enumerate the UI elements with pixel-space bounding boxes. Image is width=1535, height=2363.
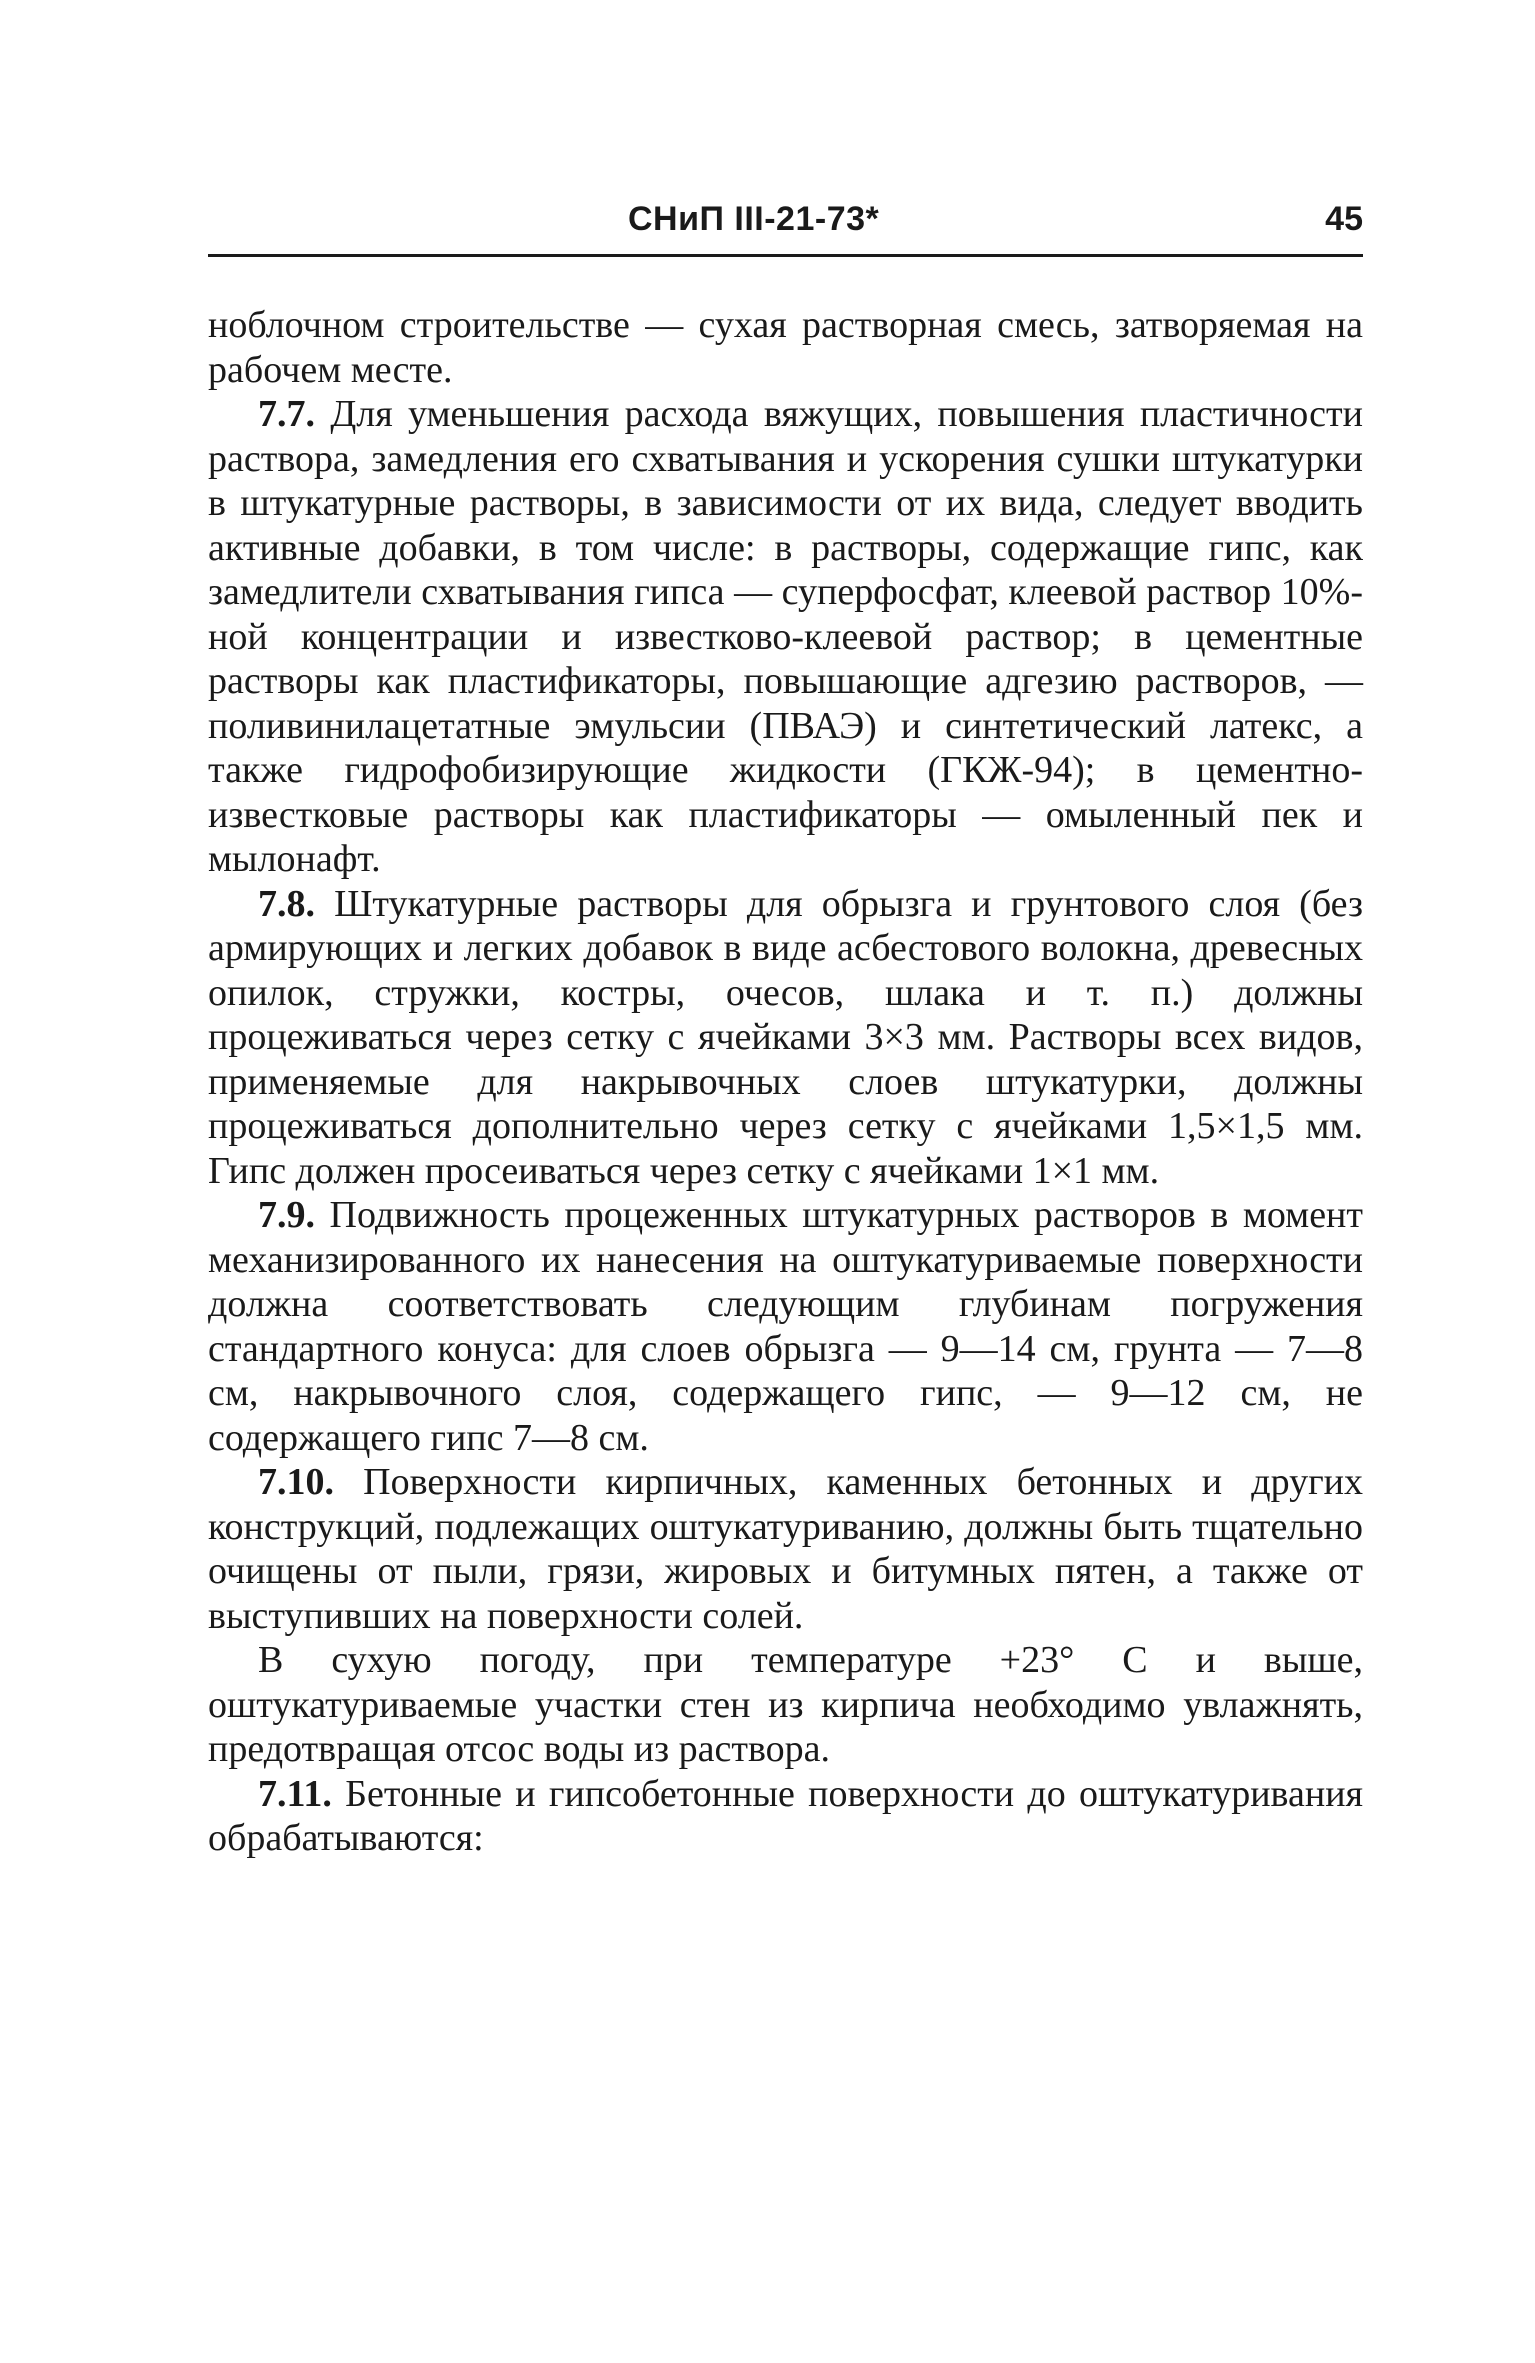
page-number: 45 xyxy=(1325,200,1363,238)
paragraph-text: ноблочном строительстве — сухая растворная смесь, затворяемая на рабочем месте. xyxy=(208,304,1363,391)
paragraph-text: Бетонные и гипсобетонные поверхности до оштукатуривания обрабатываются: xyxy=(208,1772,1364,1859)
clause-number: 7.7. xyxy=(258,393,315,435)
paragraph-text: В сухую погоду, при температуре +23° С и выше, оштукатуриваемые участки стен из кирпича необходимо увлажнять, предотвращая отсос воды из раствора. xyxy=(208,1639,1363,1770)
document-page xyxy=(208,190,1363,1861)
paragraph-text: Штукатурные растворы для обрызга и грунтового слоя (без армирующих и легких добавок в виде асбестового волокна, древесных опилок, стружки, костры, очесов, шлака и т. п.) должны процеживаться через сетку с ячейками 3×3 мм. Растворы всех видов, применяемые для накрывочных слоев штукатурки, должны процеживаться дополнительно через сетку с ячейками 1,5×1,5 мм. Гипс должен просеиваться через сетку с ячейками 1×1 мм. xyxy=(208,882,1363,1192)
clause-number: 7.8. xyxy=(258,882,315,925)
document-body xyxy=(208,303,1363,1861)
document-code: СНиП III-21-73* xyxy=(628,200,880,238)
paragraph-dry-weather xyxy=(208,1638,1363,1772)
clause-number: 7.11. xyxy=(258,1772,332,1815)
paragraph-continuation xyxy=(208,303,1363,392)
clause-7-10 xyxy=(208,1460,1363,1638)
clause-7-8 xyxy=(208,882,1363,1194)
clause-number: 7.9. xyxy=(258,1194,315,1236)
paragraph-text: Подвижность процеженных штукатурных растворов в момент механизированного их нанесения на оштукатуриваемые поверхности должна соответствовать следующим глубинам погружения стандартного конуса: для слоев обрызга — 9—14 см, грунта — 7—8 см, накрывочного слоя, содержащего гипс, — 9—12 см, не содержащего гипс 7—8 см. xyxy=(208,1194,1364,1459)
paragraph-text: Поверхности кирпичных, каменных бетонных и других конструкций, подлежащих оштукатуриванию, должны быть тщательно очищены от пыли, грязи, жировых и битумных пятен, а также от выступивших на поверхности солей. xyxy=(208,1461,1364,1637)
clause-7-9 xyxy=(208,1193,1363,1460)
clause-7-11 xyxy=(208,1772,1363,1861)
clause-number: 7.10. xyxy=(258,1461,334,1503)
clause-7-7 xyxy=(208,392,1363,882)
paragraph-text: Для уменьшения расхода вяжущих, повышения пластичности раствора, замедления его схватывания и ускорения сушки штукатурки в штукатурные растворы, в зависимости от их вида, следует вводить активные добавки, в том числе: в растворы, содержащие гипс, как замедлители схватывания гипса — суперфосфат, клеевой раствор 10%-ной концентрации и известково-клеевой раствор; в цементные растворы как пластификаторы, повышающие адгезию растворов, — поливинилацетатные эмульсии (ПВАЭ) и синтетический латекс, а также гидрофобизирующие жидкости (ГКЖ-94); в цементно-известковые растворы как пластификаторы — омыленный пек и мылонафт. xyxy=(208,393,1363,880)
running-header xyxy=(208,190,1363,257)
